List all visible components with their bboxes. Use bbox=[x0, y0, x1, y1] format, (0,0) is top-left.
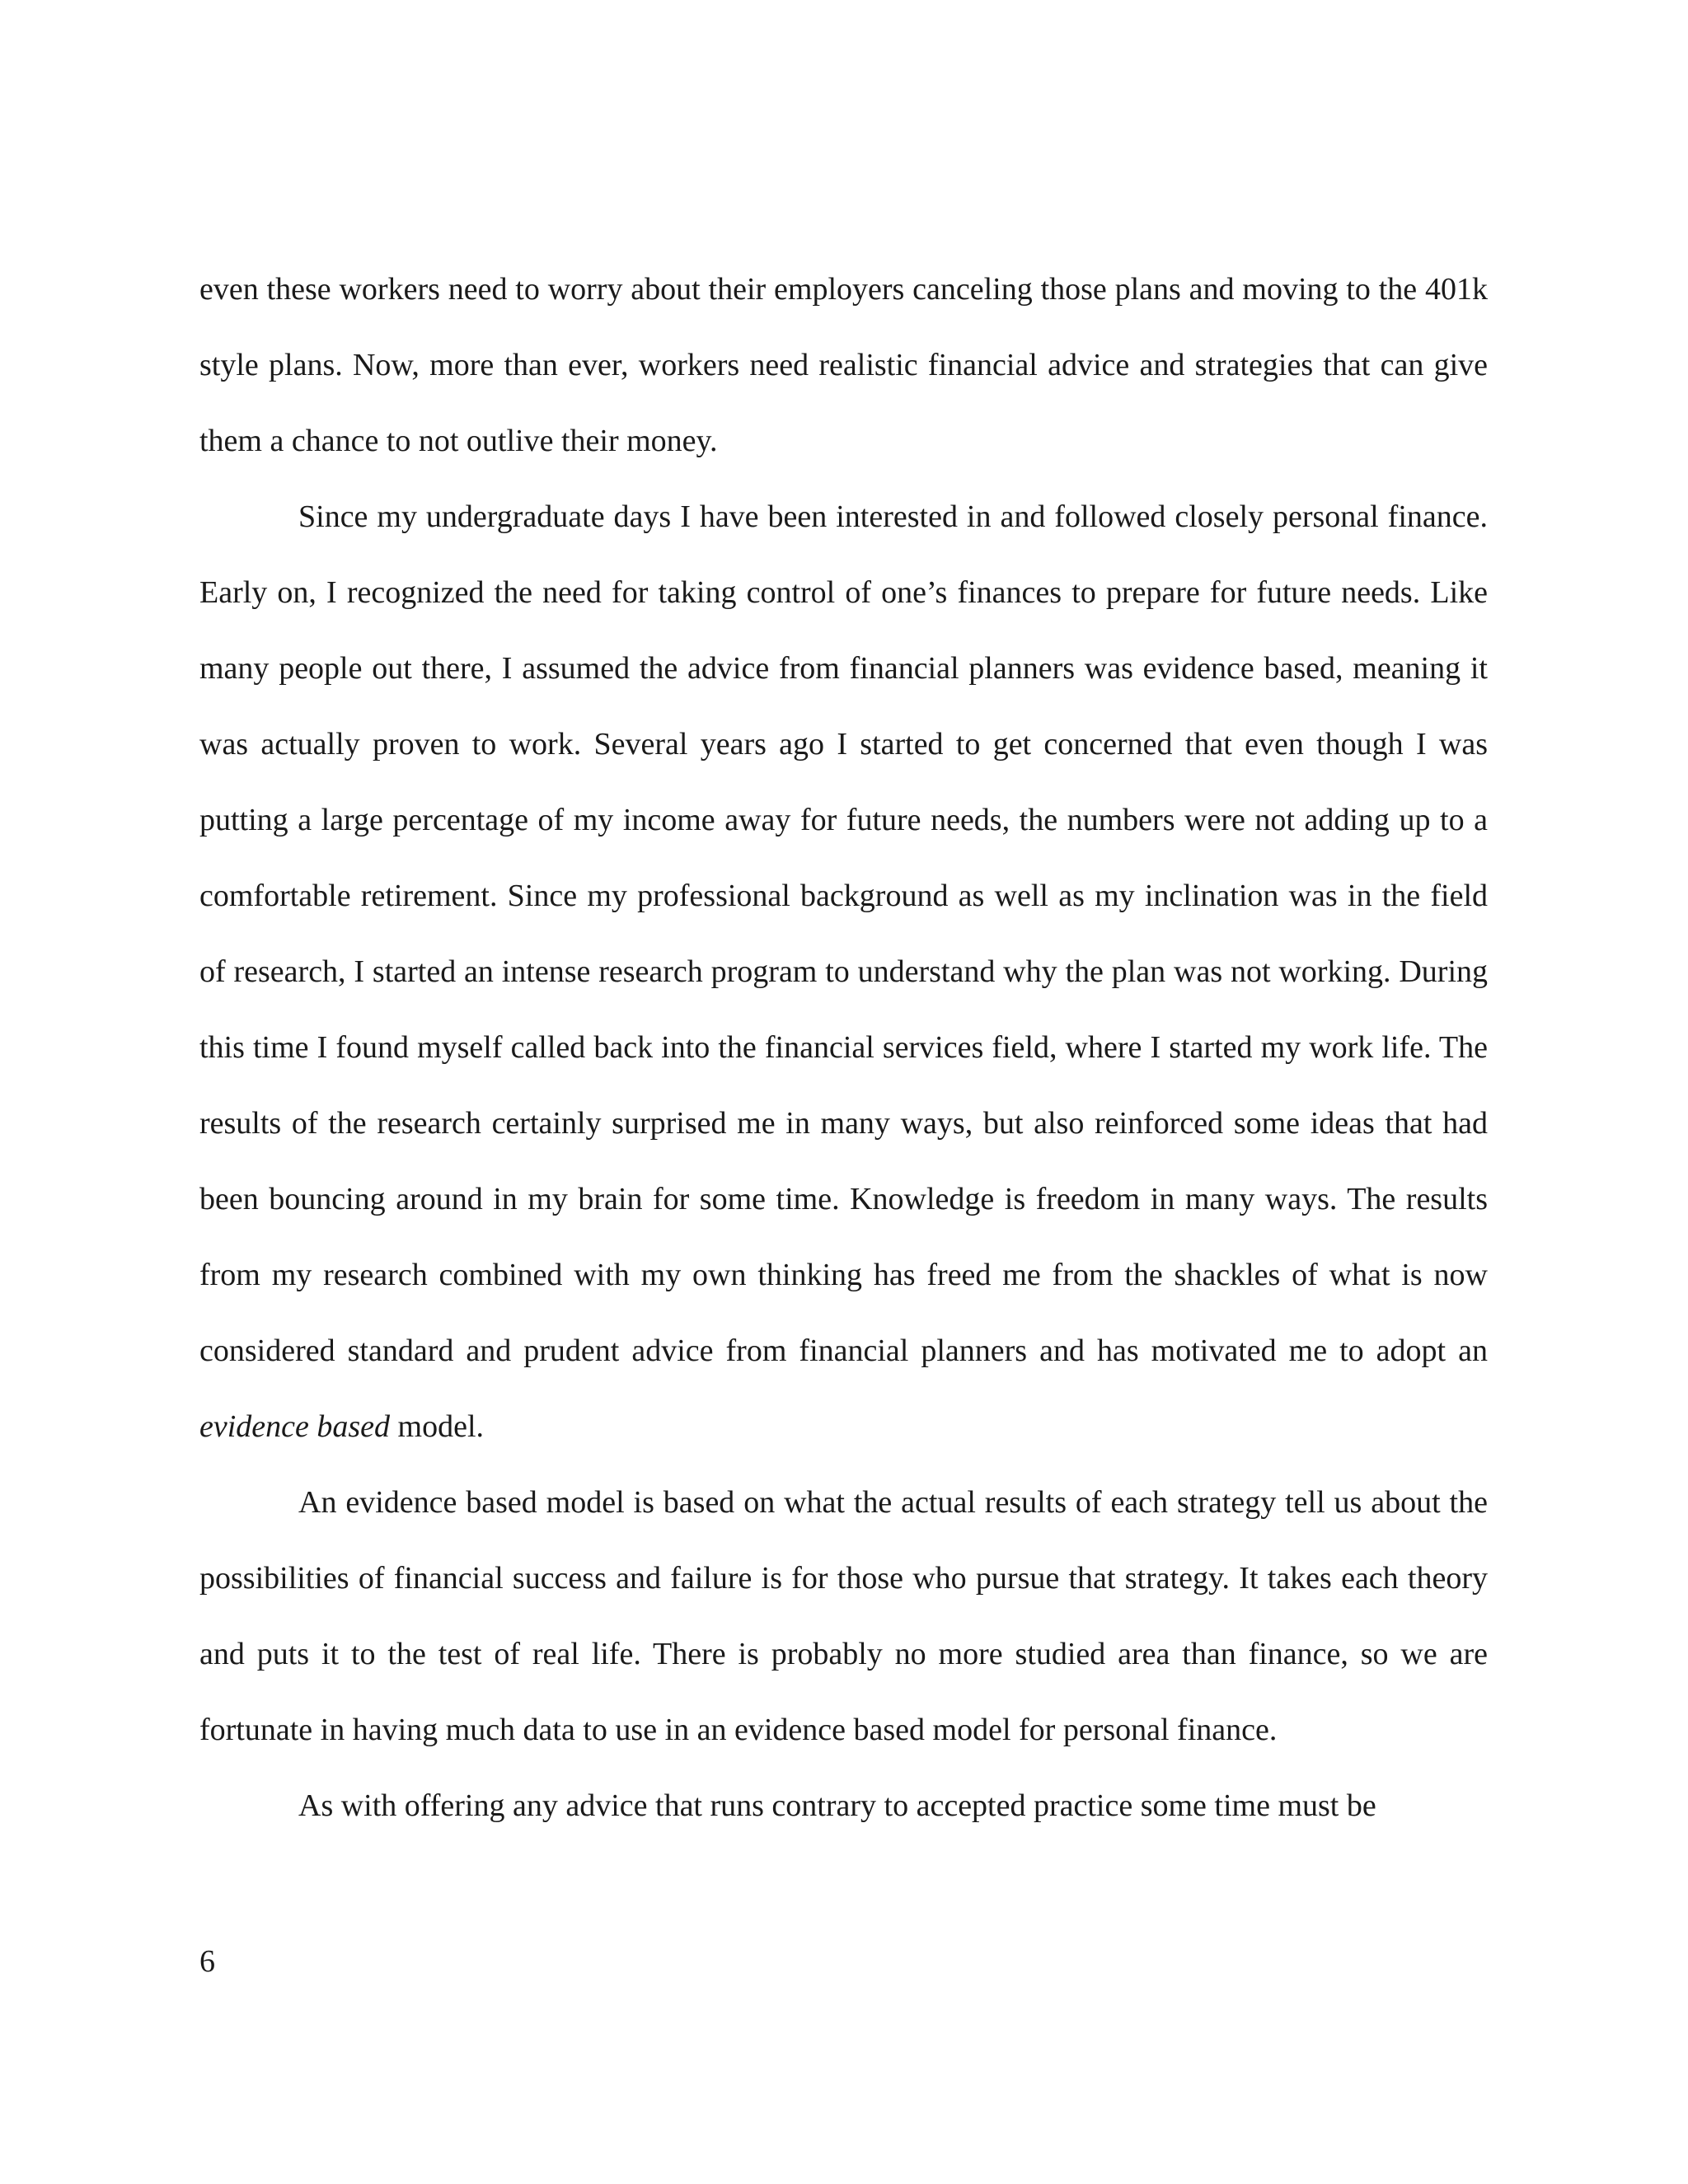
paragraph-3-text: An evidence based model is based on what the actual results of each strategy tell us about the possibilities of financial success and failure is for those who pursue that strategy. It takes each theory and puts it to the test of real life. There is probably no more studied area than finance, so we are fortunate in having much data to use in an evidence based model for personal finance. bbox=[199, 1485, 1488, 1747]
body-text bbox=[199, 251, 1488, 1844]
italic-term-evidence-based: evidence based bbox=[199, 1409, 391, 1444]
paragraph-4 bbox=[199, 1768, 1488, 1844]
page-number: 6 bbox=[199, 1944, 215, 1979]
paragraph-2-text-end: model. bbox=[390, 1409, 485, 1444]
paragraph-1 bbox=[199, 251, 1488, 479]
paragraph-1-text: even these workers need to worry about their employers canceling those plans and moving to the 401k style plans. Now, more than ever, workers need realistic financial advice and strategies that can give them a chance to not outlive their money. bbox=[199, 272, 1488, 458]
paragraph-4-text: As with offering any advice that runs contrary to accepted practice some time must be bbox=[298, 1788, 1376, 1823]
paragraph-2 bbox=[199, 479, 1488, 1465]
paragraph-2-text: Since my undergraduate days I have been interested in and followed closely personal finance. Early on, I recognized the need for taking control of one’s finances to prepare for future needs. Like many people out there, I assumed the advice from financial planners was evidence based, meaning it was actually proven to work. Several years ago I started to get concerned that even though I was putting a large percentage of my income away for future needs, the numbers were not adding up to a comfortable retirement. Since my professional background as well as my inclination was in the field of research, I started an intense research program to understand why the plan was not working. During this time I found myself called back into the financial services field, where I started my work life. The results of the research certainly surprised me in many ways, but also reinforced some ideas that had been bouncing around in my brain for some time. Knowledge is freedom in many ways. The results from my research combined with my own thinking has freed me from the shackles of what is now considered standard and prudent advice from financial planners and has motivated me to adopt an bbox=[199, 499, 1488, 1368]
paragraph-3 bbox=[199, 1465, 1488, 1768]
